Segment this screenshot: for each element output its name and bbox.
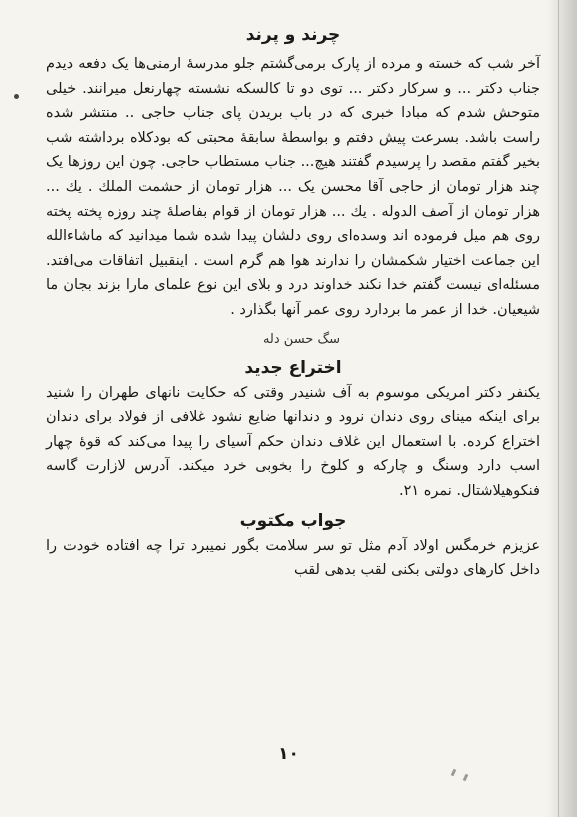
page-number: ۱۰ [278, 744, 299, 764]
margin-dot [14, 94, 19, 99]
print-smudge [451, 769, 457, 777]
author-signature: سگ حسن دله [262, 331, 340, 347]
text-column [46, 22, 540, 583]
article-title-charand-parand: چرند و پرند [245, 25, 341, 45]
article-body-letter-reply: عزیزم خرمگس اولاد آدم مثل تو سر سلامت بگور نمیبرد ترا چه افتاده خودت را داخل کارهای دولتی بکنی لقب بدهی لقب [46, 537, 540, 579]
article-body-new-invention: یکنفر دکتر امریکی موسوم به آف شنیدر وقتی که حکایت نانهای طهران را شنید برای اینکه مینای روی دندان نرود و دندانها ضایع نشود غلافی از فولاد برای دندان اختراع کرده. با استعمال این غلاف دندان حکم آسیای را پیدا می‌کند که قوهٔ چهار اسب دارد وسنگ و چارکه و کلوخ را بخوبی خرد میکند. آدرس لازارت گاسه فنکوهیلاشتال. نمره ۲۱. [46, 384, 540, 499]
article-body-charand-parand: آخر شب که خسته و مرده از پارک برمی‌گشتم جلو مدرسهٔ ارمنی‌ها یک دفعه دیدم جناب دکتر ... و سرکار دکتر ... توی دو تا کالسکه نشسته چهارنعل میرانند. خیلی متوحش شدم که مبادا خبری که در باب بریدن پای جناب حاجی .. منتشر شده راست باشد. بسرعت پیش دفتم و بواسطهٔ سابقهٔ محبتی که بودکلاه برداشته شب بخیر گفتم مقصد را پرسیدم گفتند هیچ... جناب مستطاب حاجی. چون این روزها یک چند هزار تومان از حاجی آقا محسن یک ... هزار تومان از حشمت الملك . یك ... هزار تومان از آصف الدوله . یك ... هزار تومان از قوام بفاصلهٔ چند روزه پخته پخته روی هم میل فرموده اند وسده‌ای روی دلشان پیدا شده شما میدانید که ماشاءالله این جماعت اختیار شکمشان را ندارند هوا هم گرم است . اینقبیل اتفاقات می‌افتد. مسئله‌ای نیست گفتم خدا نکند خداوند درد و بلای این نوع علمای مارا بزند بجان ما شیعیان. خدا از عمر ما بردارد روی عمر آنها بگذارد . [46, 56, 540, 318]
page-gutter-line [558, 0, 559, 817]
page-spine-shadow [547, 0, 577, 817]
print-smudge [463, 774, 469, 782]
article-title-new-invention: اختراع جدید [244, 357, 342, 378]
article-title-letter-reply: جواب مکتوب [239, 510, 347, 531]
